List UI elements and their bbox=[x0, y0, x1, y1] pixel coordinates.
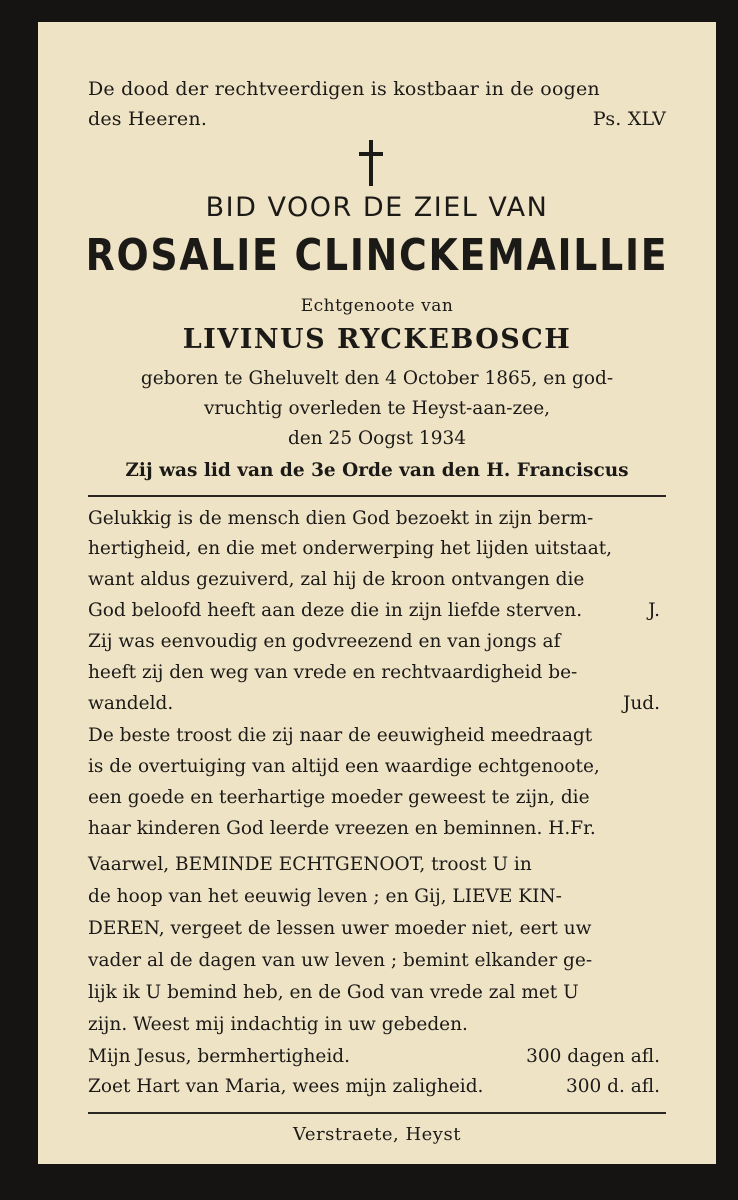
body-line bbox=[38, 600, 716, 621]
indulgence-amount-1: 300 dagen afl. bbox=[526, 1046, 660, 1067]
indulgence-prayer-1: Mijn Jesus, bermhertigheid. bbox=[88, 1046, 350, 1067]
spouse-name: LIVINUS RYCKEBOSCH bbox=[182, 324, 572, 355]
bio-line-1: geboren te Gheluvelt den 4 October 1865, en god- bbox=[140, 368, 614, 389]
printer-credit: Verstraete, Heyst bbox=[293, 1124, 461, 1145]
indulgence-line bbox=[38, 1046, 716, 1067]
prayer-heading: BID VOOR DE ZIEL VAN bbox=[205, 192, 549, 223]
top-divider bbox=[88, 495, 666, 497]
bottom-divider bbox=[88, 1112, 666, 1114]
body-text-10: een goede en teerhartige moeder geweest te zijn, die bbox=[88, 787, 590, 808]
epigraph-citation: Ps. XLV bbox=[592, 108, 666, 130]
body-line bbox=[38, 818, 716, 839]
body-line bbox=[38, 787, 716, 808]
body-text-3: want aldus gezuiverd, zal hij de kroon ontvangen die bbox=[88, 569, 585, 590]
body-line bbox=[38, 508, 716, 529]
body-text-14: DEREN, vergeet de lessen uwer moeder niet, eert uw bbox=[88, 918, 592, 939]
indulgence-line bbox=[38, 1076, 716, 1097]
body-text-6: heeft zij den weg van vrede en rechtvaardigheid be- bbox=[88, 662, 578, 683]
spouse-label: Echtgenoote van bbox=[300, 296, 454, 316]
body-line bbox=[38, 693, 716, 714]
body-line bbox=[38, 1014, 716, 1035]
body-line bbox=[38, 886, 716, 907]
body-text-2: hertigheid, en die met onderwerping het lijden uitstaat, bbox=[88, 538, 613, 559]
body-text-12: Vaarwel, BEMINDE ECHTGENOOT, troost U in bbox=[88, 854, 532, 875]
body-text-11: haar kinderen God leerde vreezen en beminnen. H.Fr. bbox=[88, 818, 596, 839]
body-text-15: vader al de dagen van uw leven ; bemint elkander ge- bbox=[88, 950, 593, 971]
epigraph-text-1: De dood der rechtveerdigen is kostbaar in de oogen bbox=[88, 78, 600, 100]
body-citation-4: J. bbox=[648, 600, 660, 621]
body-line bbox=[38, 631, 716, 652]
body-text-4: God beloofd heeft aan deze die in zijn liefde sterven. bbox=[88, 600, 583, 621]
body-citation-7: Jud. bbox=[622, 693, 660, 714]
indulgence-prayer-2: Zoet Hart van Maria, wees mijn zaligheid. bbox=[88, 1076, 484, 1097]
body-line bbox=[38, 854, 716, 875]
epigraph-line-2 bbox=[38, 108, 716, 130]
epigraph-text-2: des Heeren. bbox=[88, 108, 208, 130]
body-text-7: wandeld. bbox=[88, 693, 174, 714]
body-text-5: Zij was eenvoudig en godvreezend en van jongs af bbox=[88, 631, 561, 652]
body-text-17: zijn. Weest mij indachtig in uw gebeden. bbox=[88, 1014, 468, 1035]
epigraph-line-1 bbox=[38, 78, 716, 100]
order-membership: Zij was lid van de 3e Orde van den H. Franciscus bbox=[125, 460, 629, 481]
card-paper bbox=[38, 22, 716, 1164]
deceased-name: ROSALIE CLINCKEMAILLIE bbox=[85, 230, 669, 281]
cross-icon bbox=[356, 140, 386, 188]
body-line bbox=[38, 662, 716, 683]
body-line bbox=[38, 918, 716, 939]
body-line bbox=[38, 982, 716, 1003]
body-text-13: de hoop van het eeuwig leven ; en Gij, LIEVE KIN- bbox=[88, 886, 562, 907]
body-line bbox=[38, 725, 716, 746]
bio-line-2: vruchtig overleden te Heyst-aan-zee, bbox=[203, 398, 551, 419]
indulgence-amount-2: 300 d. afl. bbox=[565, 1076, 660, 1097]
body-text-16: lijk ik U bemind heb, en de God van vrede zal met U bbox=[88, 982, 579, 1003]
body-text-1: Gelukkig is de mensch dien God bezoekt in zijn berm- bbox=[88, 508, 594, 529]
body-line bbox=[38, 756, 716, 777]
bio-line-3: den 25 Oogst 1934 bbox=[287, 428, 467, 449]
body-line bbox=[38, 950, 716, 971]
body-line bbox=[38, 538, 716, 559]
body-text-8: De beste troost die zij naar de eeuwigheid meedraagt bbox=[88, 725, 593, 746]
body-line bbox=[38, 569, 716, 590]
body-text-9: is de overtuiging van altijd een waardige echtgenoote, bbox=[88, 756, 600, 777]
